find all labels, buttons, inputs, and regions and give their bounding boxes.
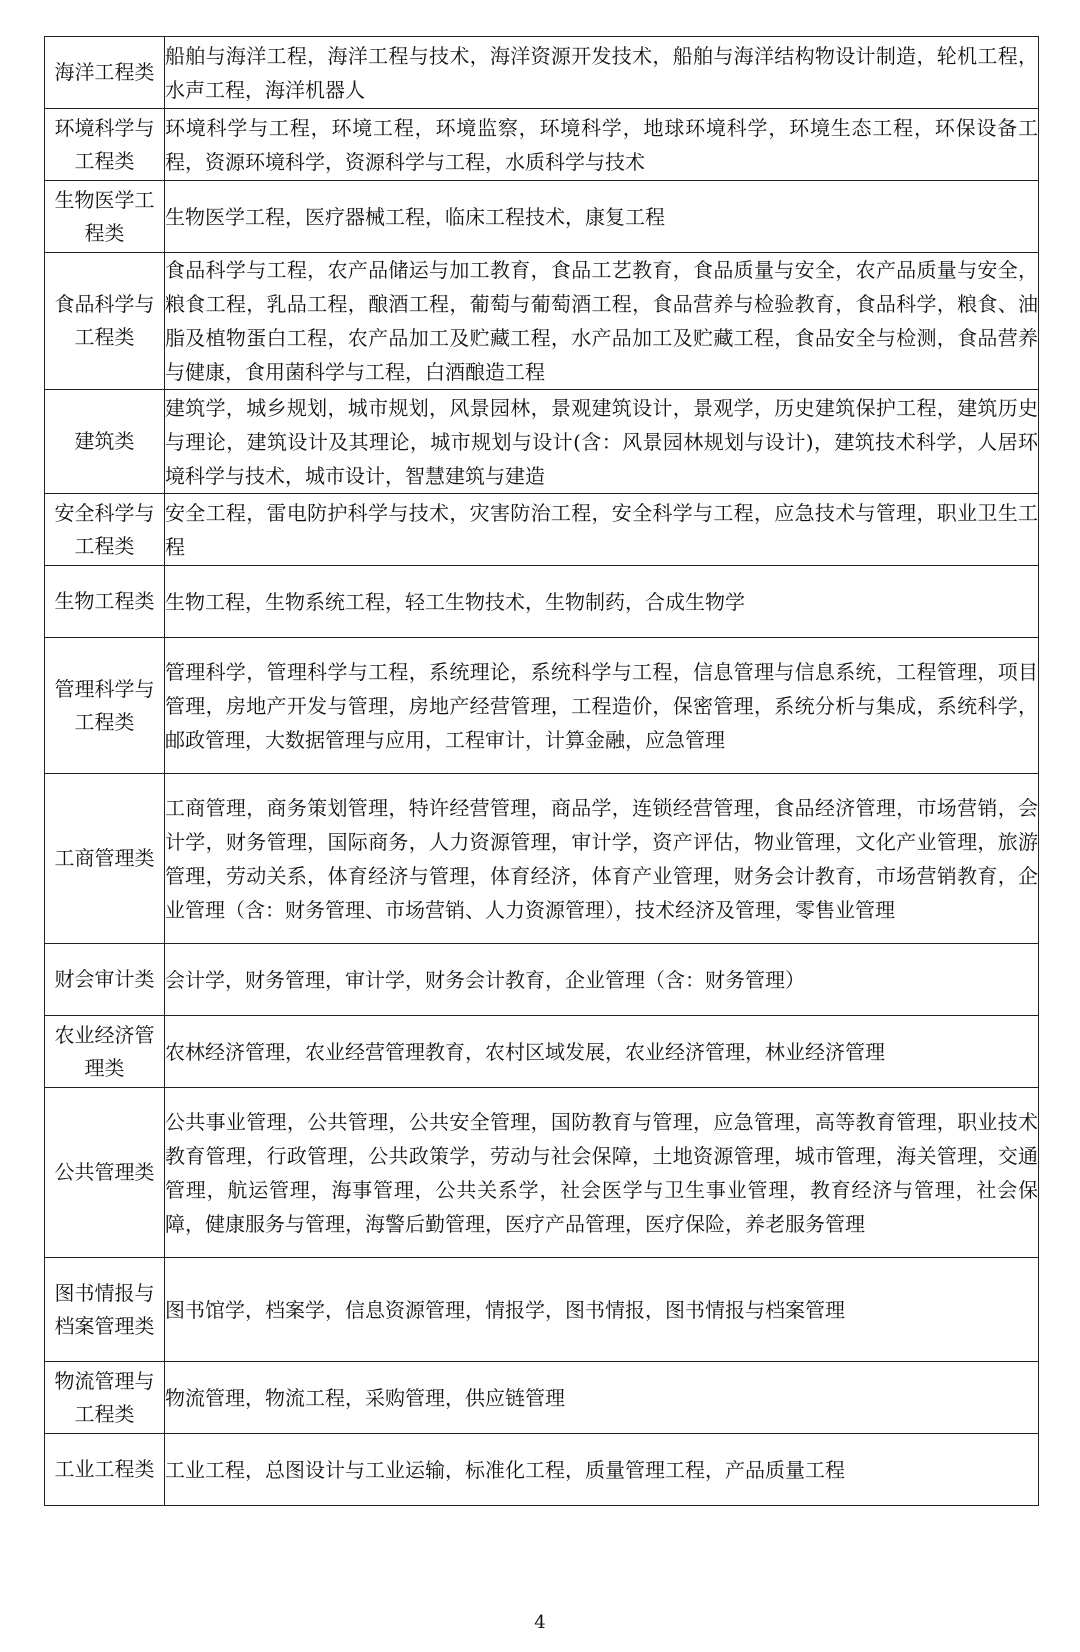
category-label: 安全科学与工程类 (54, 500, 155, 558)
majors-cell: 工业工程，总图设计与工业运输，标准化工程，质量管理工程，产品质量工程 (165, 1434, 1039, 1506)
category-cell (45, 1362, 165, 1434)
majors-cell: 建筑学，城乡规划，城市规划，风景园林，景观建筑设计，景观学，历史建筑保护工程，建筑历史与理论，建筑设计及其理论，城市规划与设计(含：风景园林规划与设计)，建筑技术科学，人居环境科学与技术，城市设计，智慧建筑与建造 (165, 390, 1039, 494)
majors-cell: 食品科学与工程，农产品储运与加工教育，食品工艺教育，食品质量与安全，农产品质量与安全，粮食工程，乳品工程，酿酒工程，葡萄与葡萄酒工程，食品营养与检验教育，食品科学，粮食、油脂及植物蛋白工程，农产品加工及贮藏工程，水产品加工及贮藏工程，食品安全与检测，食品营养与健康，食用菌科学与工程，白酒酿造工程 (165, 253, 1039, 390)
category-label: 工业工程类 (54, 1457, 155, 1481)
category-cell (45, 638, 165, 774)
category-label: 生物医学工程类 (54, 187, 155, 245)
majors-table (44, 36, 1039, 1506)
majors-cell: 生物医学工程，医疗器械工程，临床工程技术，康复工程 (165, 181, 1039, 253)
category-label: 管理科学与工程类 (54, 676, 155, 734)
majors-cell: 物流管理，物流工程，采购管理，供应链管理 (165, 1362, 1039, 1434)
category-label: 海洋工程类 (54, 60, 155, 84)
category-label: 环境科学与工程类 (54, 115, 155, 173)
majors-cell: 农林经济管理，农业经营管理教育，农村区域发展，农业经济管理，林业经济管理 (165, 1016, 1039, 1088)
table-row (45, 253, 1039, 390)
category-cell (45, 1434, 165, 1506)
majors-cell: 环境科学与工程，环境工程，环境监察，环境科学，地球环境科学，环境生态工程，环保设备工程，资源环境科学，资源科学与工程，水质科学与技术 (165, 109, 1039, 181)
category-cell (45, 1088, 165, 1258)
majors-cell: 公共事业管理，公共管理，公共安全管理，国防教育与管理，应急管理，高等教育管理，职业技术教育管理，行政管理，公共政策学，劳动与社会保障，土地资源管理，城市管理，海关管理，交通管理，航运管理，海事管理，公共关系学，社会医学与卫生事业管理，教育经济与管理，社会保障，健康服务与管理，海警后勤管理，医疗产品管理，医疗保险，养老服务管理 (165, 1088, 1039, 1258)
category-cell (45, 566, 165, 638)
category-label: 公共管理类 (54, 1160, 155, 1184)
category-label: 食品科学与工程类 (54, 292, 155, 349)
majors-cell: 生物工程，生物系统工程，轻工生物技术，生物制药，合成生物学 (165, 566, 1039, 638)
category-label: 建筑类 (74, 429, 135, 453)
table-row (45, 181, 1039, 253)
majors-cell: 安全工程，雷电防护科学与技术，灾害防治工程，安全科学与工程，应急技术与管理，职业卫生工程 (165, 494, 1039, 566)
category-label: 生物工程类 (54, 589, 155, 613)
category-cell (45, 390, 165, 494)
category-label: 物流管理与工程类 (54, 1368, 155, 1426)
table-row (45, 1088, 1039, 1258)
category-cell (45, 494, 165, 566)
category-cell (45, 253, 165, 390)
table-row (45, 494, 1039, 566)
category-label: 工商管理类 (54, 846, 155, 870)
category-label: 农业经济管理类 (54, 1022, 155, 1080)
table-row (45, 944, 1039, 1016)
majors-cell: 会计学，财务管理，审计学，财务会计教育，企业管理（含：财务管理） (165, 944, 1039, 1016)
table-row (45, 1434, 1039, 1506)
majors-cell: 船舶与海洋工程，海洋工程与技术，海洋资源开发技术，船舶与海洋结构物设计制造，轮机工程，水声工程，海洋机器人 (165, 37, 1039, 109)
document-page (44, 36, 1038, 1506)
category-cell (45, 774, 165, 944)
category-cell (45, 181, 165, 253)
majors-cell: 工商管理，商务策划管理，特许经营管理，商品学，连锁经营管理，食品经济管理，市场营销，会计学，财务管理，国际商务，人力资源管理，审计学，资产评估，物业管理，文化产业管理，旅游管理，劳动关系，体育经济与管理，体育经济，体育产业管理，财务会计教育，市场营销教育，企业管理（含：财务管理、市场营销、人力资源管理），技术经济及管理，零售业管理 (165, 774, 1039, 944)
page-number: 4 (534, 1612, 546, 1633)
table-row (45, 638, 1039, 774)
category-label: 图书情报与档案管理类 (54, 1280, 155, 1338)
category-cell (45, 37, 165, 109)
category-cell (45, 944, 165, 1016)
category-label: 财会审计类 (54, 967, 155, 991)
table-row (45, 109, 1039, 181)
table-row (45, 390, 1039, 494)
table-row (45, 37, 1039, 109)
category-cell (45, 1016, 165, 1088)
table-row (45, 566, 1039, 638)
table-row (45, 774, 1039, 944)
category-cell (45, 109, 165, 181)
majors-cell: 管理科学，管理科学与工程，系统理论，系统科学与工程，信息管理与信息系统，工程管理，项目管理，房地产开发与管理，房地产经营管理，工程造价，保密管理，系统分析与集成，系统科学，邮政管理，大数据管理与应用，工程审计，计算金融，应急管理 (165, 638, 1039, 774)
table-row (45, 1016, 1039, 1088)
table-row (45, 1258, 1039, 1362)
majors-cell: 图书馆学，档案学，信息资源管理，情报学，图书情报，图书情报与档案管理 (165, 1258, 1039, 1362)
category-cell (45, 1258, 165, 1362)
table-row (45, 1362, 1039, 1434)
